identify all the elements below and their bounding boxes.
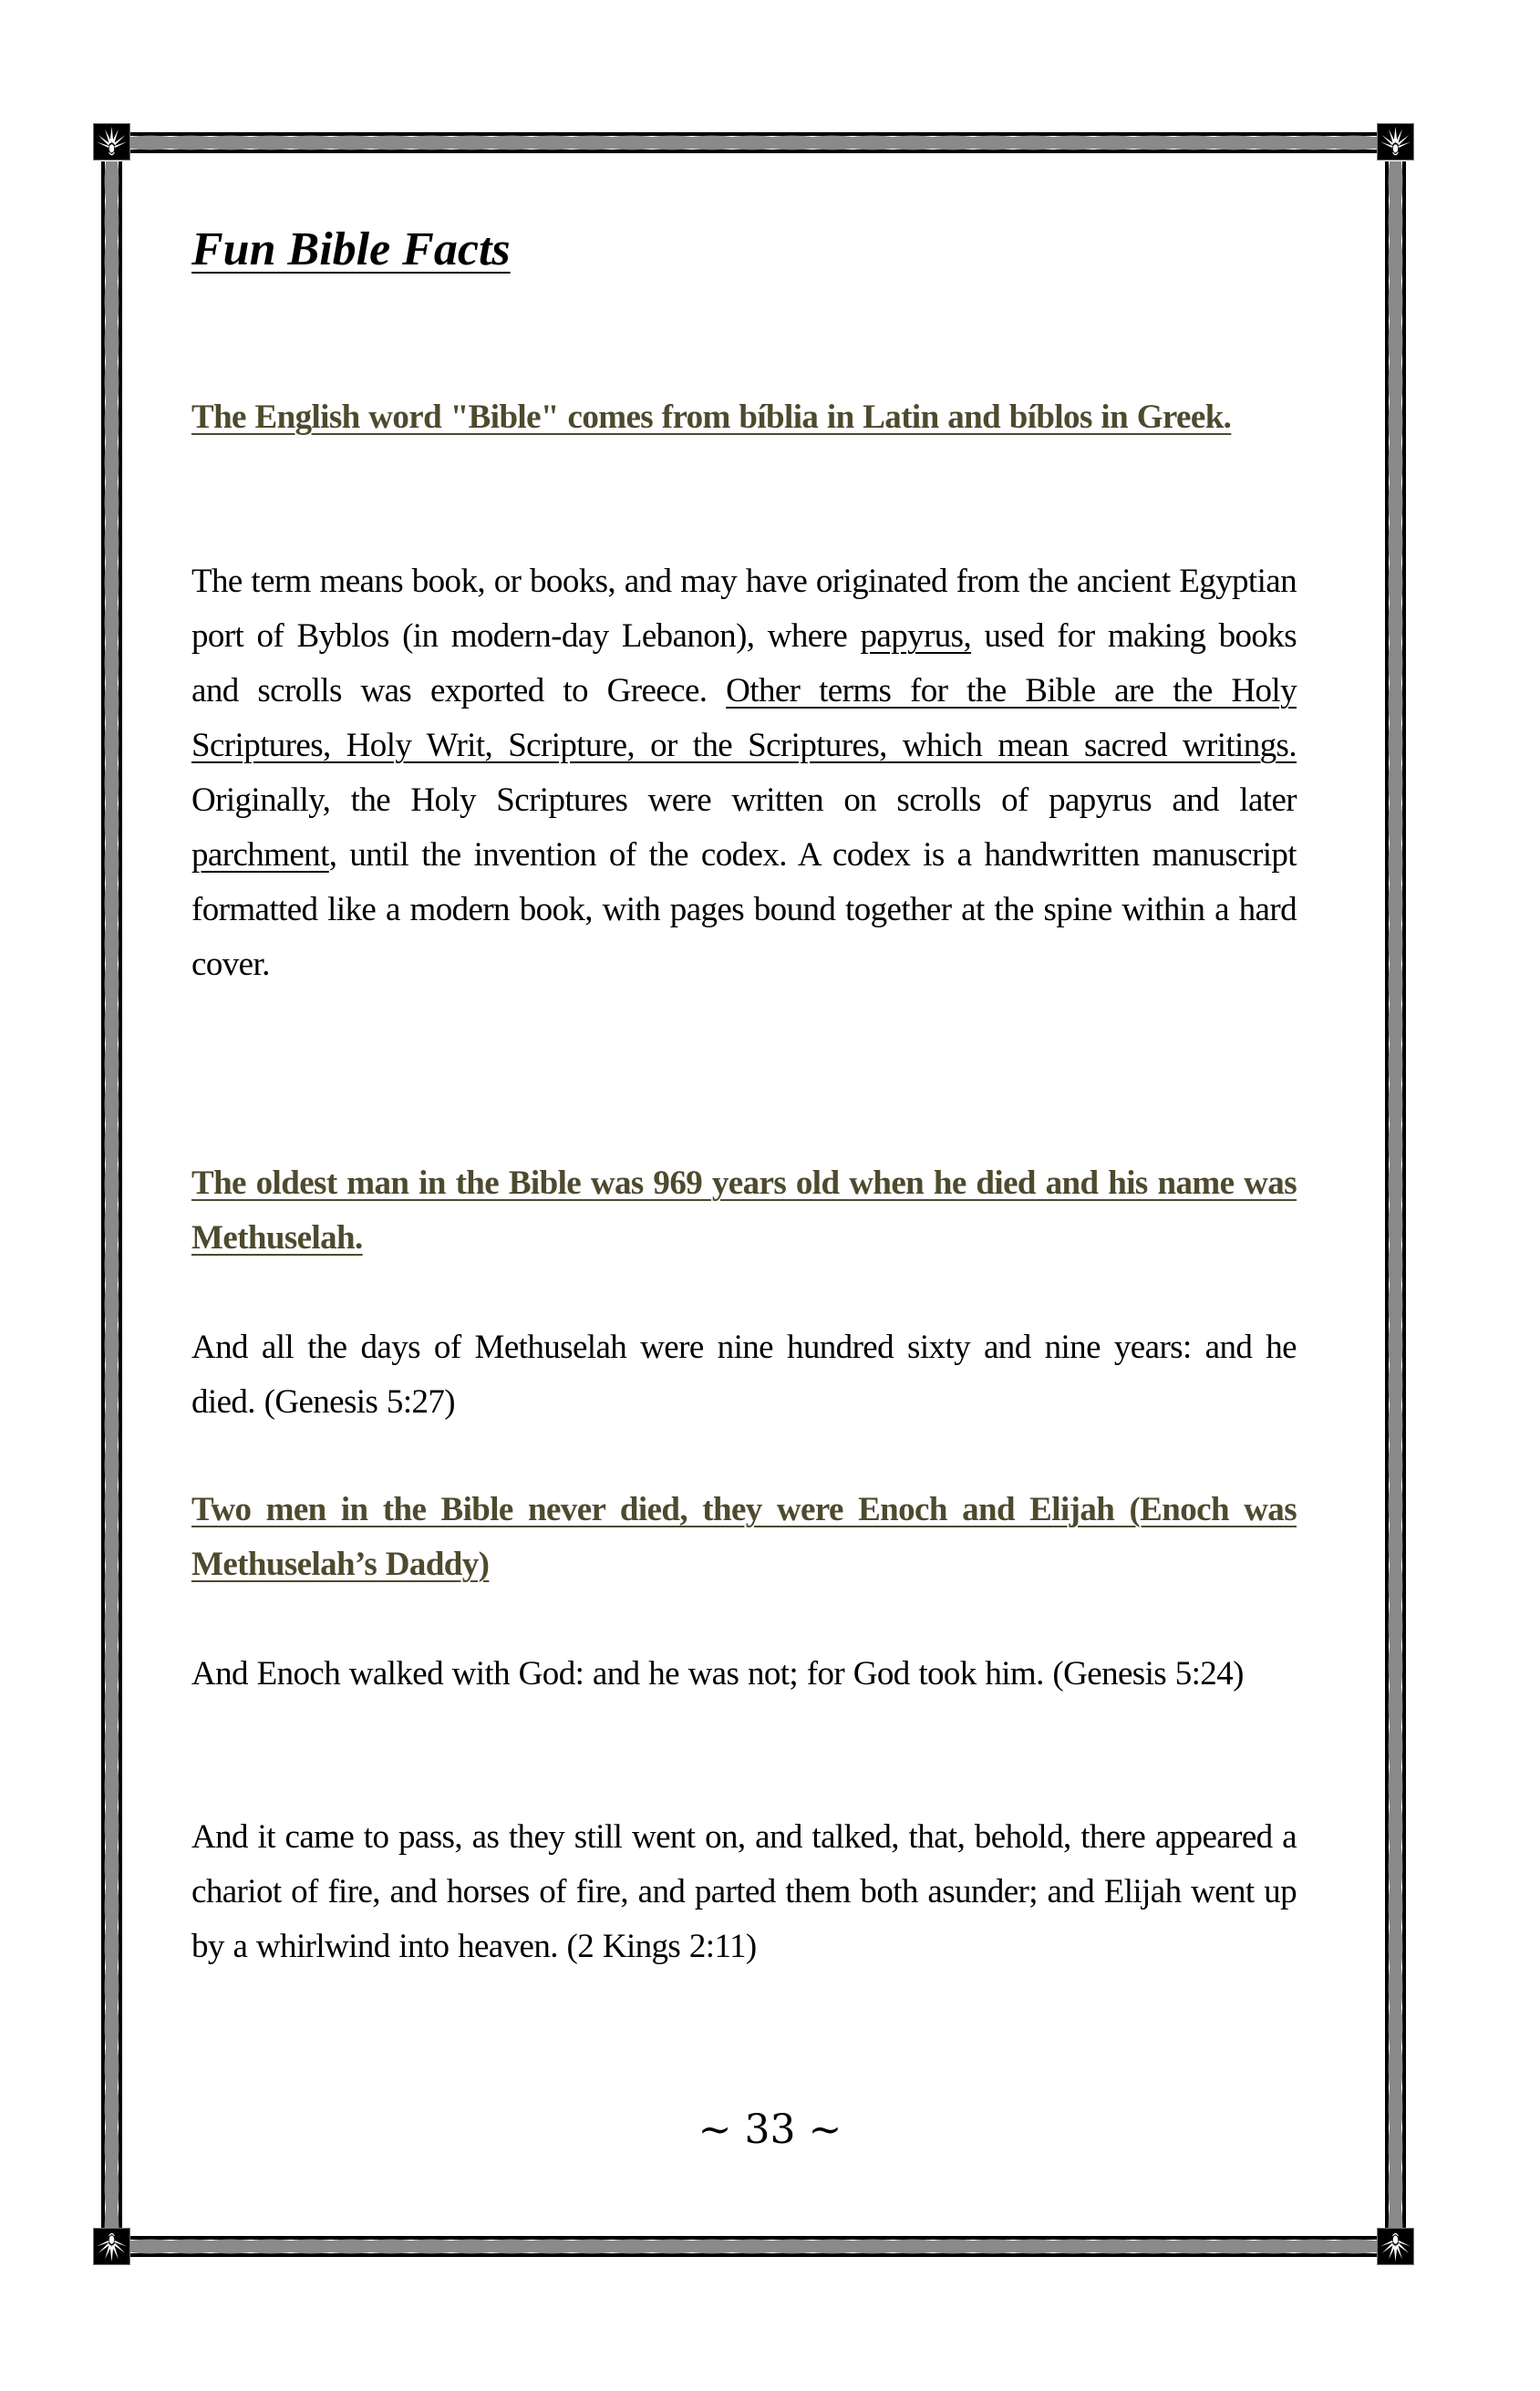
page-number: ~ 33 ~ <box>698 2106 842 2153</box>
section-heading <box>191 390 1297 445</box>
frame-right-border <box>1385 161 1406 2228</box>
frame-top-border <box>130 132 1377 153</box>
paragraph-methuselah-verse: And all the days of Methuselah were nine hundred sixty and nine years: and he died. (Genesis 5:27) <box>191 1329 1297 1421</box>
paragraph-bible-term <box>191 554 1297 992</box>
body-text: , until the invention of the codex. A codex is a handwritten manuscript formatted like a modern book, with pages bound together at the spine within a hard cover. <box>191 836 1297 983</box>
papyrus-link[interactable]: papyrus, <box>860 617 972 655</box>
corner-ornament-icon <box>1377 123 1414 160</box>
parchment-link[interactable]: parchment <box>191 836 329 874</box>
section-heading <box>191 1156 1297 1266</box>
heading-bible-origin: The English word "Bible" comes from bíblia in Latin and bíblos in Greek. <box>191 398 1232 436</box>
body-text: used for making books and scrolls was exported to Greece. <box>191 617 1297 709</box>
frame-left-border <box>101 161 122 2228</box>
page-title: Fun Bible Facts <box>191 223 511 275</box>
corner-ornament-icon <box>93 2228 130 2265</box>
body-text: The term means book, or books, and may have originated from the ancient Egyptian port of Byblos (in modern-day Lebanon), where <box>191 563 1297 655</box>
corner-ornament-icon <box>93 123 130 160</box>
paragraph-enoch-verse: And Enoch walked with God: and he was not; for God took him. (Genesis 5:24) <box>191 1655 1244 1692</box>
frame-bottom-border <box>130 2236 1377 2257</box>
heading-oldest-man: The oldest man in the Bible was 969 years old when he died and his name was Methuselah. <box>191 1164 1297 1257</box>
body-text: Originally, the Holy Scriptures were written on scrolls of papyrus and later <box>191 781 1297 819</box>
heading-never-died: Two men in the Bible never died, they were Enoch and Elijah (Enoch was Methuselah’s Daddy) <box>191 1491 1297 1583</box>
paragraph-elijah-verse: And it came to pass, as they still went on, and talked, that, behold, there appeared a chariot of fire, and horses of fire, and parted them both asunder; and Elijah went up by a whirlwind into heaven. (2 Kings 2:11) <box>191 1818 1297 1965</box>
corner-ornament-icon <box>1377 2228 1414 2265</box>
other-terms-underlined: Other terms for the Bible are the Holy Scriptures, Holy Writ, Scripture, or the Scriptures, which mean sacred writings. <box>191 672 1297 764</box>
section-heading <box>191 1483 1297 1592</box>
